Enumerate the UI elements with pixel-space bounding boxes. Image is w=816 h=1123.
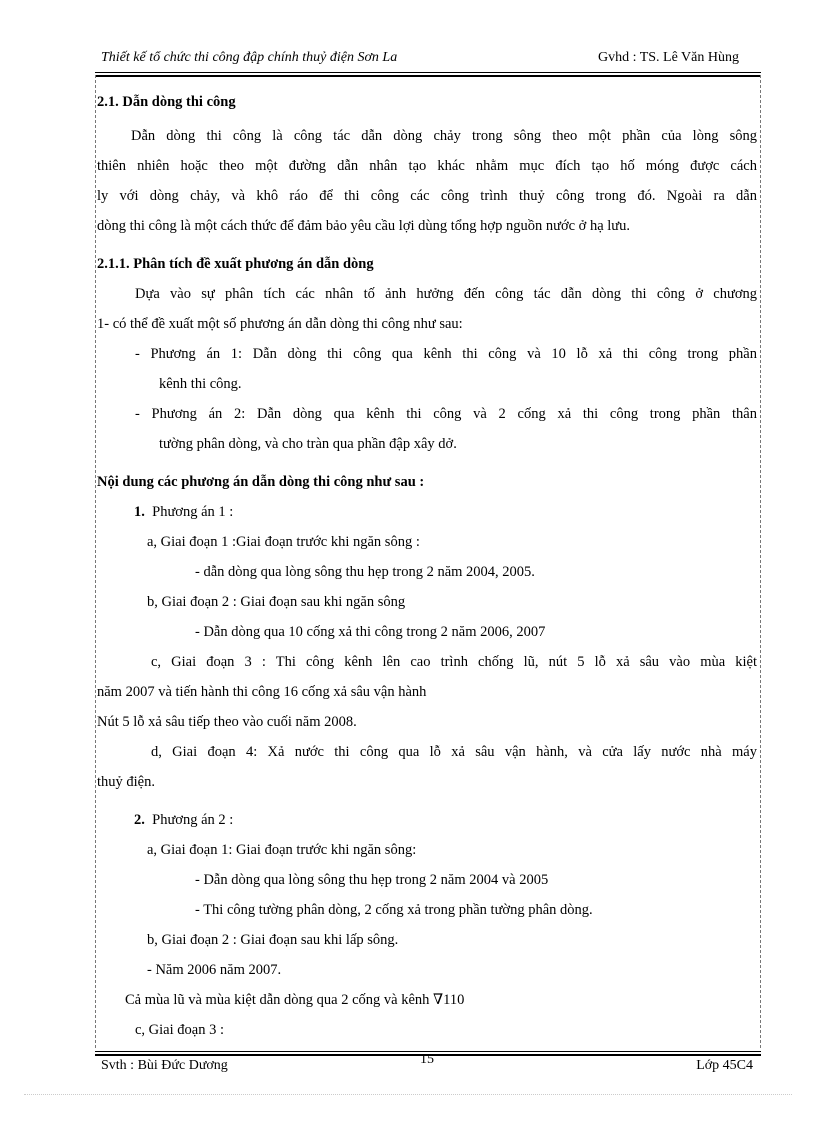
content-heading: Nội dung các phương án dẫn dòng thi công như sau : xyxy=(97,474,425,490)
plan-1-stage-a: a, Giai đoạn 1 :Giai đoạn trước khi ngăn sông : xyxy=(147,534,420,550)
plan-1-stage-d-line-2: thuỷ điện. xyxy=(97,774,155,790)
analysis-line-2: 1- có thể đề xuất một số phương án dẫn dòng thi công như sau: xyxy=(97,316,463,332)
plan-1-stage-c-line-1: c, Giai đoạn 3 : Thi công kênh lên cao trình chống lũ, nút 5 lỗ xả sâu vào mùa kiệt xyxy=(151,654,757,670)
header-rule-thick xyxy=(95,75,761,77)
plan-2-note: Cả mùa lũ và mùa kiệt dẫn dòng qua 2 cống và kênh ∇110 xyxy=(125,992,465,1008)
plan-1-stage-b: b, Giai đoạn 2 : Giai đoạn sau khi ngăn sông xyxy=(147,594,406,610)
plan-2-stage-a-item-2: - Thi công tường phân dòng, 2 cống xả trong phần tường phân dòng. xyxy=(195,902,593,918)
plan-1-stage-d-line-1: d, Giai đoạn 4: Xả nước thi công qua lỗ xả sâu vận hành, và cửa lấy nước nhà máy xyxy=(151,744,757,760)
student-label: Svth : Bùi Đức Dương xyxy=(101,1058,228,1073)
plan-1-stage-c-line-2: năm 2007 và tiến hành thi công 16 cống xả sâu vận hành xyxy=(97,684,427,700)
option-2-line-2: tường phân dòng, và cho tràn qua phần đập xây dở. xyxy=(159,436,457,452)
option-1-line-2: kênh thi công. xyxy=(159,376,242,392)
plan-1-label: Phương án 1 : xyxy=(152,504,234,520)
advisor-label: Gvhd : TS. Lê Văn Hùng xyxy=(597,50,739,65)
plan-2-number: 2. xyxy=(134,812,145,828)
section-title: 2.1. Dẫn dòng thi công xyxy=(97,94,236,110)
page-edge-dotted-line xyxy=(24,1094,792,1095)
analysis-line-1: Dựa vào sự phân tích các nhân tố ảnh hưởng đến công tác dẫn dòng thi công ở chương xyxy=(135,286,757,302)
plan-1-number: 1. xyxy=(134,504,145,520)
plan-2-heading xyxy=(134,812,233,829)
plan-2-stage-b-item: - Năm 2006 năm 2007. xyxy=(147,962,282,978)
option-2-line-1: - Phương án 2: Dẫn dòng qua kênh thi công và 2 cống xả thi công trong phần thân xyxy=(135,406,757,422)
plan-2-stage-a: a, Giai đoạn 1: Giai đoạn trước khi ngăn sông: xyxy=(147,842,417,858)
intro-line-1: Dẫn dòng thi công là công tác dẫn dòng chảy trong sông theo một phần của lòng sông xyxy=(131,128,757,144)
plan-2-label: Phương án 2 : xyxy=(152,812,234,828)
plan-2-stage-b: b, Giai đoạn 2 : Giai đoạn sau khi lấp sông. xyxy=(147,932,399,948)
header-rule xyxy=(95,72,761,73)
plan-1-stage-b-item: - Dẫn dòng qua 10 cống xả thi công trong 2 năm 2006, 2007 xyxy=(195,624,546,640)
class-label: Lớp 45C4 xyxy=(696,1058,753,1073)
document-title: Thiết kế tổ chức thi công đập chính thuỷ điện Sơn La xyxy=(101,50,398,65)
right-margin-line xyxy=(760,75,761,1048)
intro-line-4: dòng thi công là một cách thức để đảm bảo yêu cầu lợi dùng tổng hợp nguồn nước ở hạ lưu. xyxy=(97,218,631,234)
plan-1-stage-a-item: - dẫn dòng qua lòng sông thu hẹp trong 2 năm 2004, 2005. xyxy=(195,564,535,580)
plan-2-stage-a-item-1: - Dẫn dòng qua lòng sông thu hẹp trong 2 năm 2004 và 2005 xyxy=(195,872,549,888)
option-1-line-1: - Phương án 1: Dẫn dòng thi công qua kênh thi công và 10 lỗ xả thi công trong phần xyxy=(135,346,757,362)
plan-2-stage-c: c, Giai đoạn 3 : xyxy=(135,1022,224,1038)
page-header xyxy=(95,48,761,72)
intro-line-3: ly với dòng chảy, và khô ráo để thi công các công trình thuỷ công trong đó. Ngoài ra dẫn xyxy=(97,188,757,204)
page-number: 15 xyxy=(420,1052,434,1067)
subsection-title: 2.1.1. Phân tích đề xuất phương án dẫn dòng xyxy=(97,256,374,272)
plan-1-heading xyxy=(134,504,233,521)
left-margin-line xyxy=(95,75,96,1048)
intro-line-2: thiên nhiên hoặc theo một đường dẫn nhân tạo khác nhằm mục đích tạo hố móng được cách xyxy=(97,158,757,174)
plan-1-stage-c-line-3: Nút 5 lỗ xả sâu tiếp theo vào cuối năm 2008. xyxy=(97,714,357,730)
